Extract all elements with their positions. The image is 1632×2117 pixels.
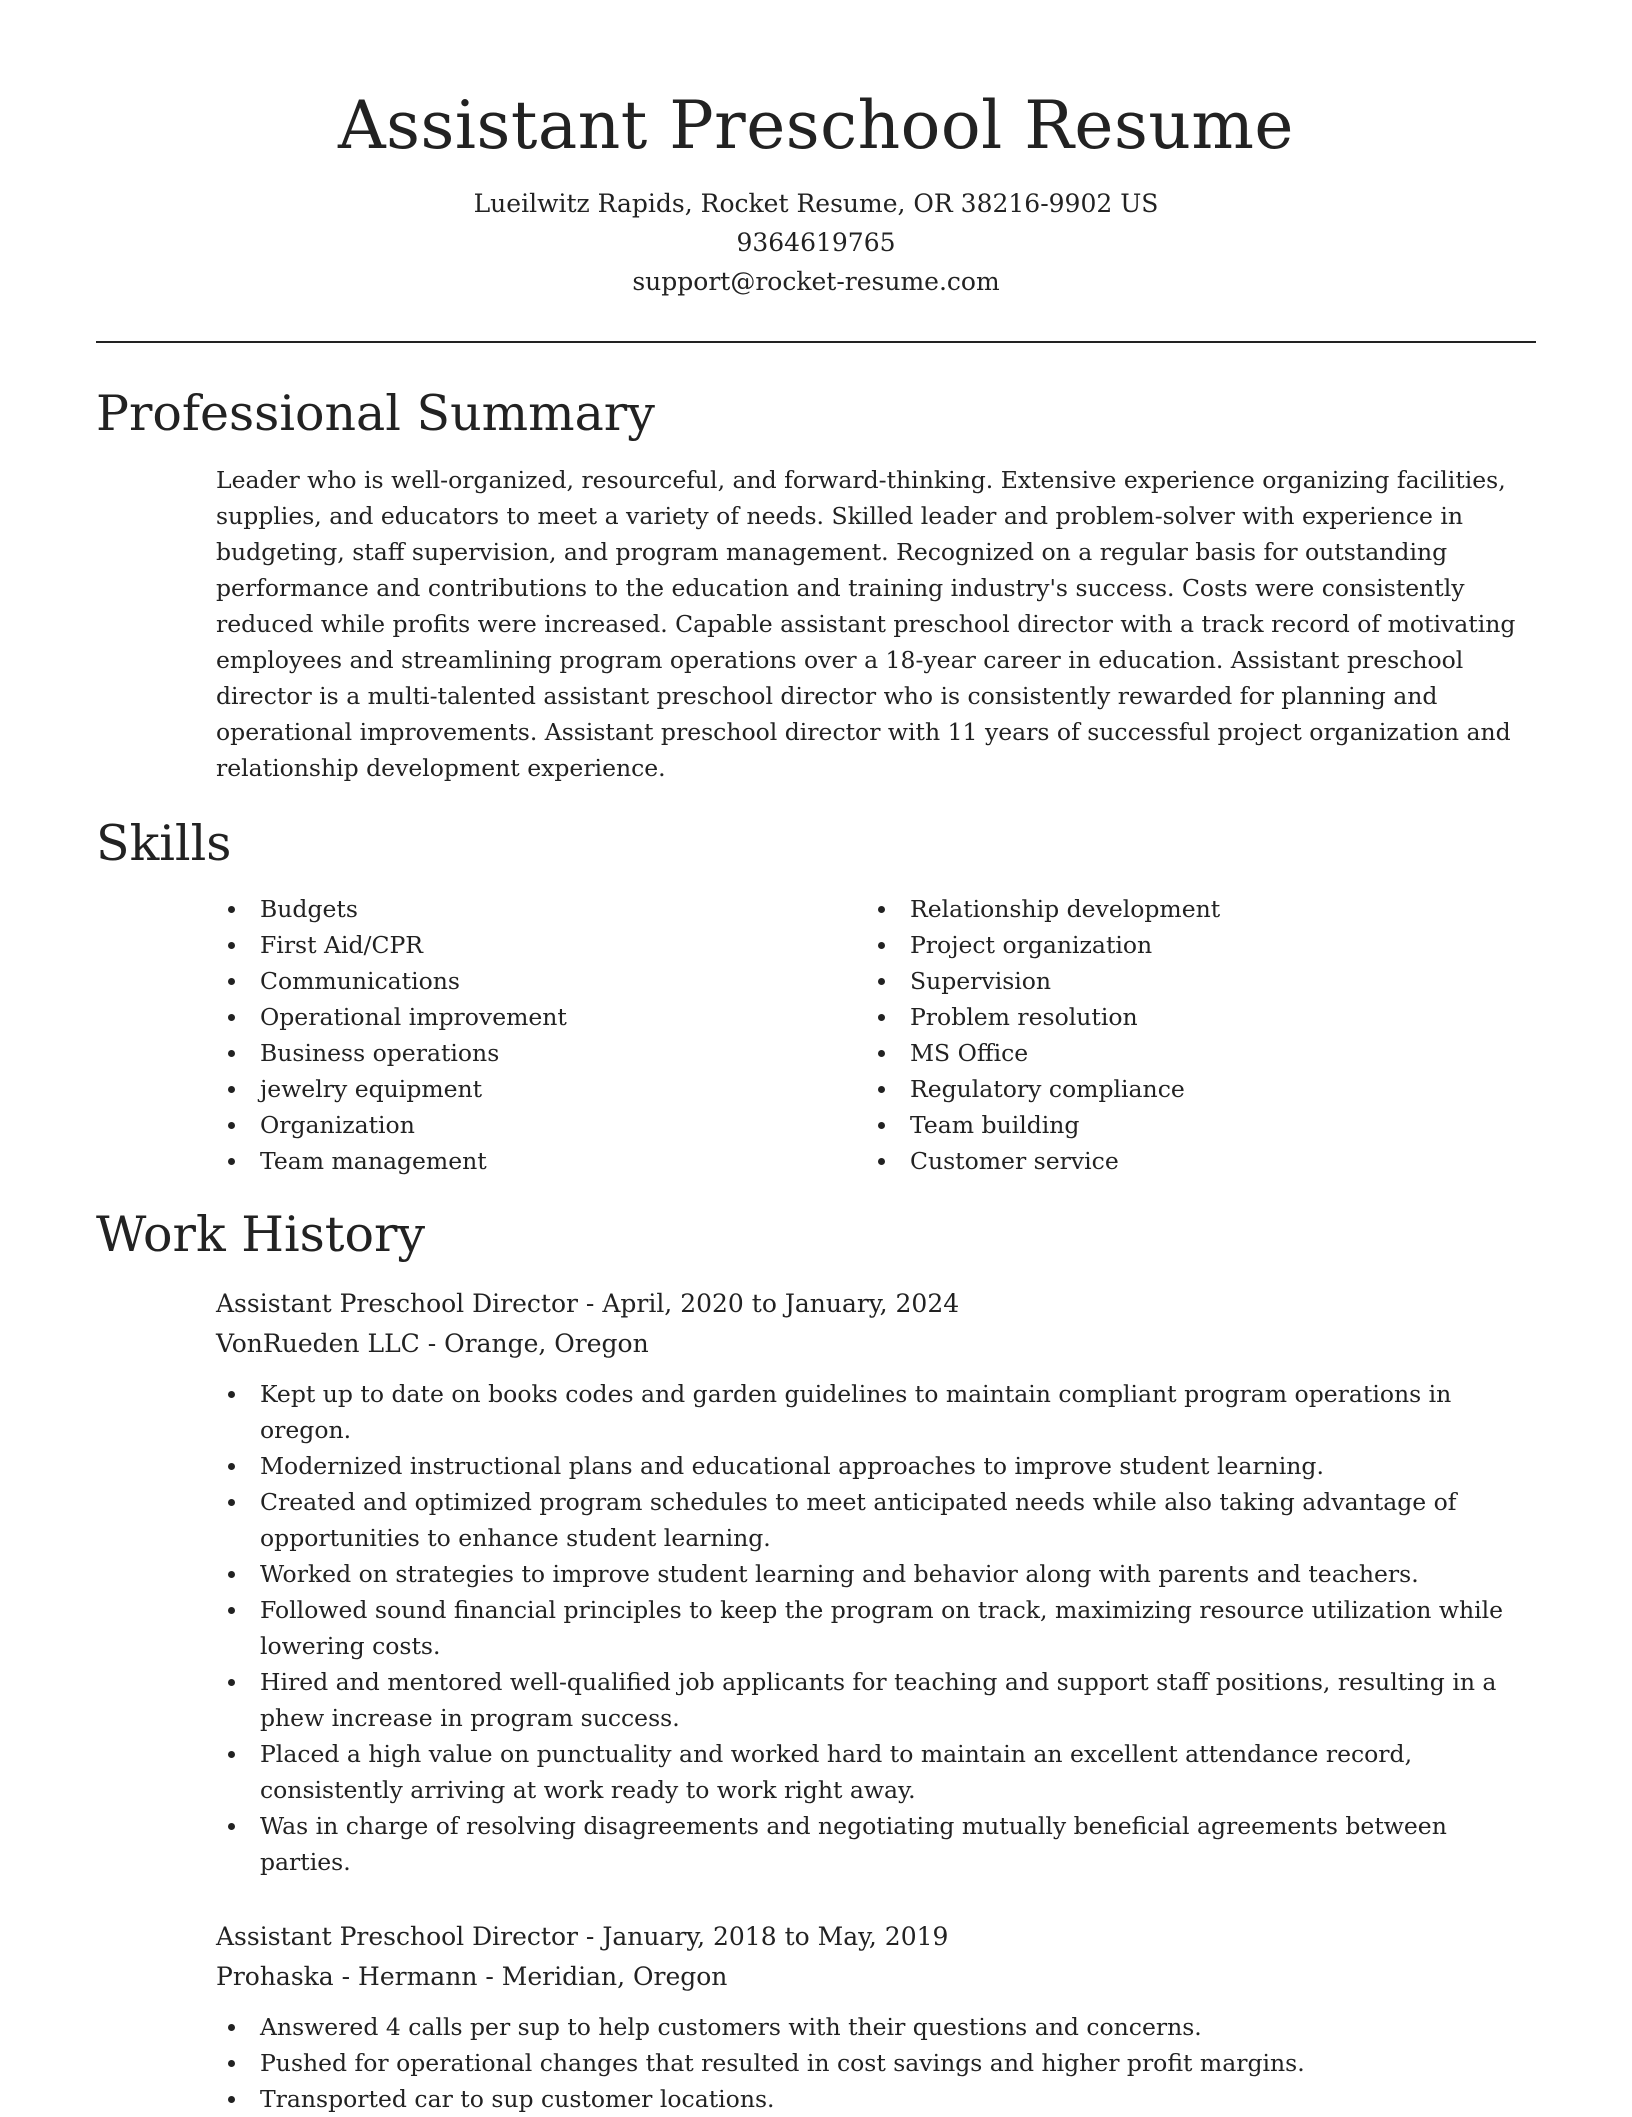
skills-list-left [216,891,567,1179]
header-divider [96,341,1536,343]
job-bullets [216,1376,1526,1880]
skills-heading: Skills [96,815,232,872]
skill-item: Operational improvement [216,999,567,1035]
summary-text: Leader who is well-organized, resourceful, and forward-thinking. Extensive experience organizing facilities, supplies, and educators to meet a variety of needs. Skilled leader and problem-solver with experience in budgeting, staff supervision, and program management. Recognized on a regular basis for outstanding performance and contributions to the education and training industry's success. Costs were consistently reduced while profits were increased. Capable assistant preschool director with a track record of motivating employees and streamlining program operations over a 18-year career in education. Assistant preschool director is a multi-talented assistant preschool director who is consistently rewarded for planning and operational improvements. Assistant preschool director with 11 years of successful project organization and relationship development experience. [216,466,1516,782]
job-bullet: Kept up to date on books codes and garden guidelines to maintain compliant program operations in oregon. [216,1376,1526,1448]
job-bullets [216,2009,1526,2117]
job-bullet: Hired and mentored well-qualified job applicants for teaching and support staff positions, resulting in a phew increase in program success. [216,1664,1526,1736]
skill-item: Regulatory compliance [866,1071,1220,1107]
skill-item: Supervision [866,963,1220,999]
job-entry [216,1917,1536,2117]
job-title: Assistant Preschool Director [216,1289,578,1318]
contact-info [0,184,1632,301]
job-company-line [216,1957,1536,1997]
job-company-line [216,1324,1536,1364]
job-location: Orange, Oregon [444,1329,649,1358]
skill-item: Organization [216,1107,567,1143]
contact-email: support@rocket-resume.com [632,267,1000,296]
skill-item: Customer service [866,1143,1220,1179]
work-history-heading: Work History [96,1206,426,1263]
job-company: VonRueden LLC [216,1329,420,1358]
job-bullet: Answered 4 calls per sup to help customers with their questions and concerns. [216,2009,1526,2045]
job-location: Meridian, Oregon [501,1962,728,1991]
job-bullet: Worked on strategies to improve student learning and behavior along with parents and teachers. [216,1556,1526,1592]
resume-header [0,78,1632,301]
skill-item: Communications [216,963,567,999]
job-dates: January, 2018 to May, 2019 [602,1922,949,1951]
skill-item: Budgets [216,891,567,927]
summary-heading: Professional Summary [96,385,655,442]
job-bullet: Followed sound financial principles to keep the program on track, maximizing resource utilization while lowering costs. [216,1592,1526,1664]
skill-item: Business operations [216,1035,567,1071]
job-company: Prohaska - Hermann [216,1962,478,1991]
job-title: Assistant Preschool Director [216,1922,578,1951]
job-entry [216,1284,1536,1880]
contact-phone: 9364619765 [736,228,896,257]
skill-item: jewelry equipment [216,1071,567,1107]
skills-list-right [866,891,1220,1179]
skill-item: Team building [866,1107,1220,1143]
job-bullet: Pushed for operational changes that resulted in cost savings and higher profit margins. [216,2045,1526,2081]
job-title-line [216,1284,1536,1324]
contact-address: Lueilwitz Rapids, Rocket Resume, OR 38216-9902 US [473,189,1159,218]
job-bullet: Modernized instructional plans and educational approaches to improve student learning. [216,1448,1526,1484]
job-bullet: Placed a high value on punctuality and worked hard to maintain an excellent attendance record, consistently arriving at work ready to work right away. [216,1736,1526,1808]
skill-item: Team management [216,1143,567,1179]
job-bullet: Created and optimized program schedules to meet anticipated needs while also taking advantage of opportunities to enhance student learning. [216,1484,1526,1556]
job-separator: - [577,1289,603,1318]
job-separator: - [419,1329,445,1358]
resume-title: Assistant Preschool Resume [338,87,1294,164]
skill-item: MS Office [866,1035,1220,1071]
skill-item: Project organization [866,927,1220,963]
job-bullet: Transported car to sup customer locations. [216,2081,1526,2117]
skill-item: First Aid/CPR [216,927,567,963]
job-separator: - [477,1962,502,1991]
job-dates: April, 2020 to January, 2024 [602,1289,960,1318]
job-title-line [216,1917,1536,1957]
skill-item: Problem resolution [866,999,1220,1035]
skill-item: Relationship development [866,891,1220,927]
job-bullet: Was in charge of resolving disagreements and negotiating mutually beneficial agreements between parties. [216,1808,1526,1880]
job-separator: - [577,1922,603,1951]
